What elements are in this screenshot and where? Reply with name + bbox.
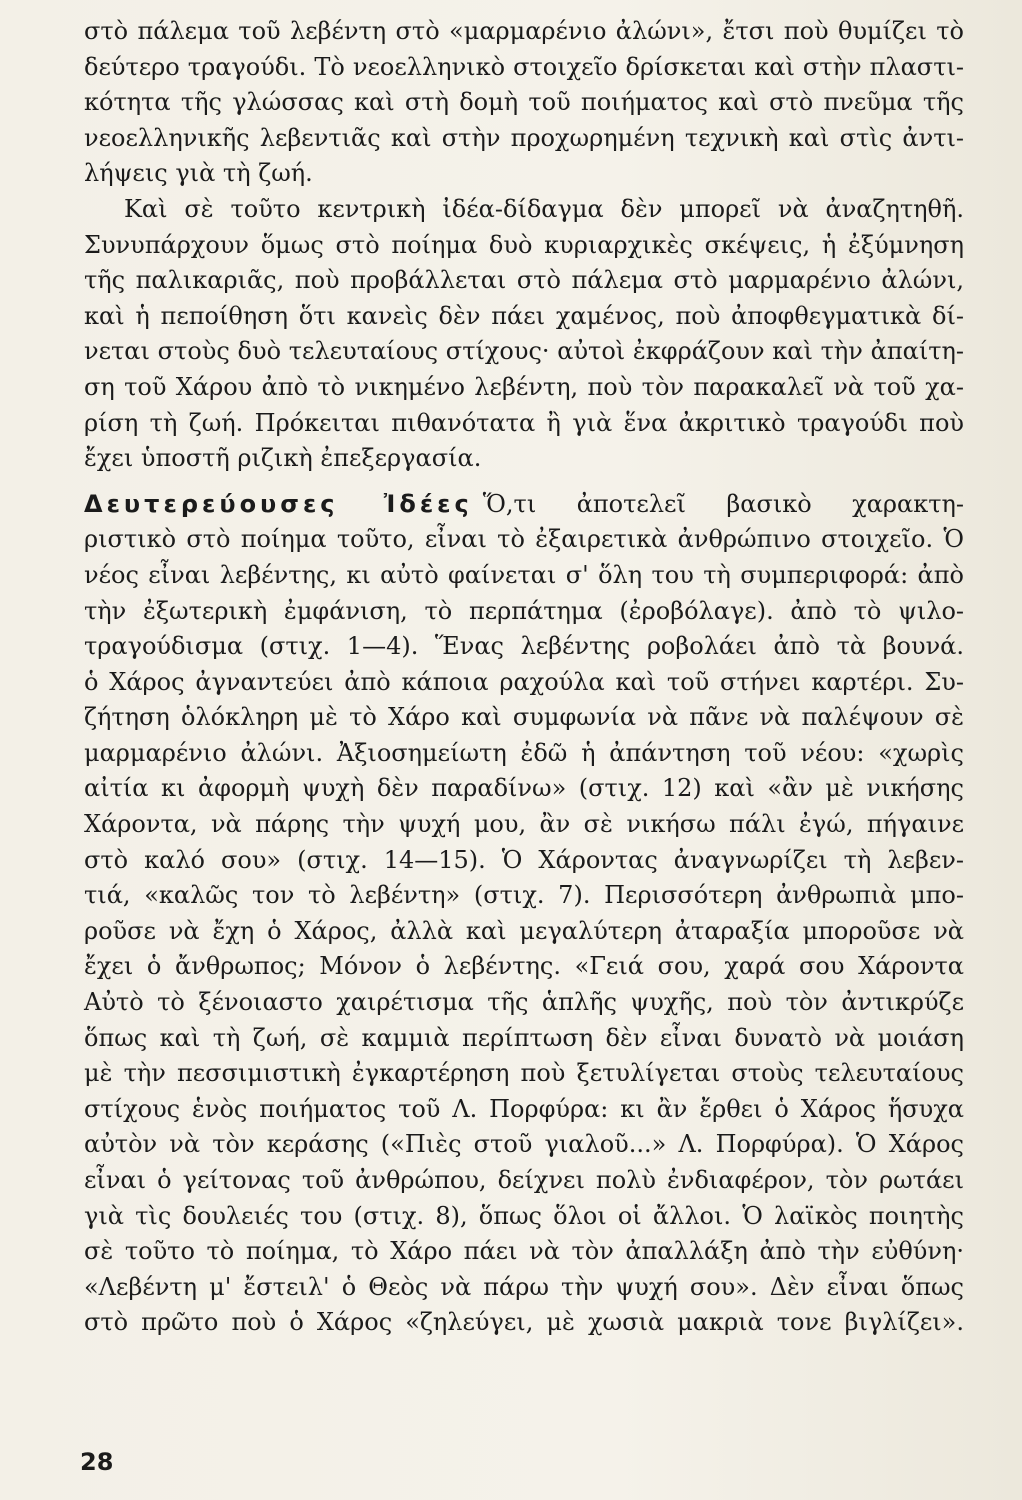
text-line: στὸ πάλεμα τοῦ λεβέντη στὸ «μαρμαρένιο ἀλώνι», ἔτσι ποὺ θυμίζει τὸ xyxy=(84,17,964,45)
text-line: λήψεις γιὰ τὴ ζωή. xyxy=(84,159,313,188)
text-line: Συνυπάρχουν ὅμως στὸ ποίημα δυὸ κυριαρχικὲς σκέψεις, ἡ ἐξύμνηση xyxy=(84,230,964,259)
text-line: νεοελληνικῆς λεβεντιᾶς καὶ στὴν προχωρημένη τεχνικὴ καὶ στὶς ἀντι- xyxy=(84,123,964,152)
text-line: Χάροντα, νὰ πάρης τὴν ψυχή μου, ἂν σὲ νικήσω πάλι ἐγώ, πήγαινε xyxy=(84,810,964,839)
text-line: ση τοῦ Χάρου ἀπὸ τὸ νικημένο λεβέντη, ποὺ τὸν παρακαλεῖ νὰ τοῦ χα- xyxy=(84,372,964,401)
text-line: δεύτερο τραγούδι. Τὸ νεοελληνικὸ στοιχεῖο δρίσκεται καὶ στὴν πλαστι- xyxy=(84,52,964,81)
text-line: στίχους ἑνὸς ποιήματος τοῦ Λ. Πορφύρα: κι ἂν ἔρθει ὁ Χάρος ἥσυχα xyxy=(84,1094,964,1123)
text-line: κότητα τῆς γλώσσας καὶ στὴ δομὴ τοῦ ποιήματος καὶ στὸ πνεῦμα τῆς xyxy=(84,88,964,117)
text-line: Καὶ σὲ τοῦτο κεντρικὴ ἰδέα-δίδαγμα δὲν μπορεῖ νὰ ἀναζητηθῆ. xyxy=(124,194,964,223)
text-line: νέος εἶναι λεβέντης, κι αὐτὸ φαίνεται σ' ὅλη του τὴ συμπεριφορά: ἀπὸ xyxy=(84,560,964,589)
text-line: νεται στοὺς δυὸ τελευταίους στίχους· αὐτοὶ ἐκφράζουν καὶ τὴν ἀπαίτη- xyxy=(84,337,964,366)
text-line: ἔχει ὁ ἄνθρωπος; Μόνον ὁ λεβέντης. «Γειά σου, χαρά σου Χάροντα xyxy=(84,952,964,981)
text-line: στὸ καλό σου» (στιχ. 14—15). Ὁ Χάροντας ἀναγνωρίζει τὴ λεβεν- xyxy=(84,845,964,874)
text-line: μαρμαρένιο ἀλώνι. Ἀξιοσημείωτη ἐδῶ ἡ ἀπάντηση τοῦ νέου: «χωρὶς xyxy=(84,738,964,767)
body-text xyxy=(84,14,964,1341)
text-line: αἰτία κι ἀφορμὴ ψυχὴ δὲν παραδίνω» (στιχ. 12) καὶ «ἂν μὲ νικήσης xyxy=(84,774,964,803)
page-number: 28 xyxy=(80,1448,114,1476)
section-heading: Δευτερεύουσες Ἰδέες xyxy=(84,489,473,518)
text-line: τῆς παλικαριᾶς, ποὺ προβάλλεται στὸ πάλεμα στὸ μαρμαρένιο ἀλώνι, xyxy=(84,266,964,295)
text-line: σὲ τοῦτο τὸ ποίημα, τὸ Χάρο πάει νὰ τὸν ἀπαλλάξη ἀπὸ τὴν εὐθύνη· xyxy=(84,1237,964,1266)
text-line: μὲ τὴν πεσσιμιστικὴ ἐγκαρτέρηση ποὺ ξετυλίγεται στοὺς τελευταίους xyxy=(84,1059,964,1088)
text-line: τὴν ἐξωτερικὴ ἐμφάνιση, τὸ περπάτημα (ἐροβόλαγε). ἀπὸ τὸ ψιλο- xyxy=(84,596,964,625)
text-line: εἶναι ὁ γείτονας τοῦ ἀνθρώπου, δείχνει πολὺ ἐνδιαφέρον, τὸν ρωτάει xyxy=(84,1166,964,1194)
text-line: αὐτὸν νὰ τὸν κεράσης («Πιὲς στοῦ γιαλοῦ...» Λ. Πορφύρα). Ὁ Χάρος xyxy=(84,1130,964,1159)
text-line: στὸ πρῶτο ποὺ ὁ Χάρος «ζηλεύγει, μὲ χωσιὰ μακριὰ τονε βιγλίζει». xyxy=(84,1308,964,1337)
section-line xyxy=(84,487,964,523)
text-line: ρίση τὴ ζωή. Πρόκειται πιθανότατα ἢ γιὰ ἕνα ἀκριτικὸ τραγούδι ποὺ xyxy=(84,408,964,437)
text-line: ροῦσε νὰ ἔχη ὁ Χάρος, ἀλλὰ καὶ μεγαλύτερη ἀταραξία μποροῦσε νὰ xyxy=(84,916,964,945)
text-line: τραγούδισμα (στιχ. 1—4). Ἕνας λεβέντης ροβολάει ἀπὸ τὰ βουνά. xyxy=(84,632,964,661)
text-line: ζήτηση ὁλόκληρη μὲ τὸ Χάρο καὶ συμφωνία νὰ πᾶνε νὰ παλέψουν σὲ xyxy=(84,703,964,732)
text-line: Αὐτὸ τὸ ξένοιαστο χαιρέτισμα τῆς ἁπλῆς ψυχῆς, ποὺ τὸν ἀντικρύζε xyxy=(84,988,964,1017)
text-line: ριστικὸ στὸ ποίημα τοῦτο, εἶναι τὸ ἐξαιρετικὰ ἀνθρώπινο στοιχεῖο. Ὁ xyxy=(84,525,964,554)
text-line: «Λεβέντη μ' ἔστειλ' ὁ Θεὸς νὰ πάρω τὴν ψυχή σου». Δὲν εἶναι ὅπως xyxy=(84,1272,964,1301)
text-line: ἔχει ὑποστῆ ριζικὴ ἐπεξεργασία. xyxy=(84,444,482,473)
text-line: Ὅ,τι ἀποτελεῖ βασικὸ χαρακτη- xyxy=(482,489,964,518)
text-line: ὁ Χάρος ἀγναντεύει ἀπὸ κάποια ραχούλα καὶ τοῦ στήνει καρτέρι. Συ- xyxy=(84,667,964,696)
text-line: τιά, «καλῶς τον τὸ λεβέντη» (στιχ. 7). Περισσότερη ἀνθρωπιὰ μπο- xyxy=(84,881,964,910)
text-line: γιὰ τὶς δουλειές του (στιχ. 8), ὅπως ὅλοι οἱ ἄλλοι. Ὁ λαϊκὸς ποιητὴς xyxy=(84,1201,964,1230)
text-line: ὅπως καὶ τὴ ζωή, σὲ καμμιὰ περίπτωση δὲν εἶναι δυνατὸ νὰ μοιάση xyxy=(84,1023,964,1052)
text-line: καὶ ἡ πεποίθηση ὅτι κανεὶς δὲν πάει χαμένος, ποὺ ἀποφθεγματικὰ δί- xyxy=(84,301,964,330)
